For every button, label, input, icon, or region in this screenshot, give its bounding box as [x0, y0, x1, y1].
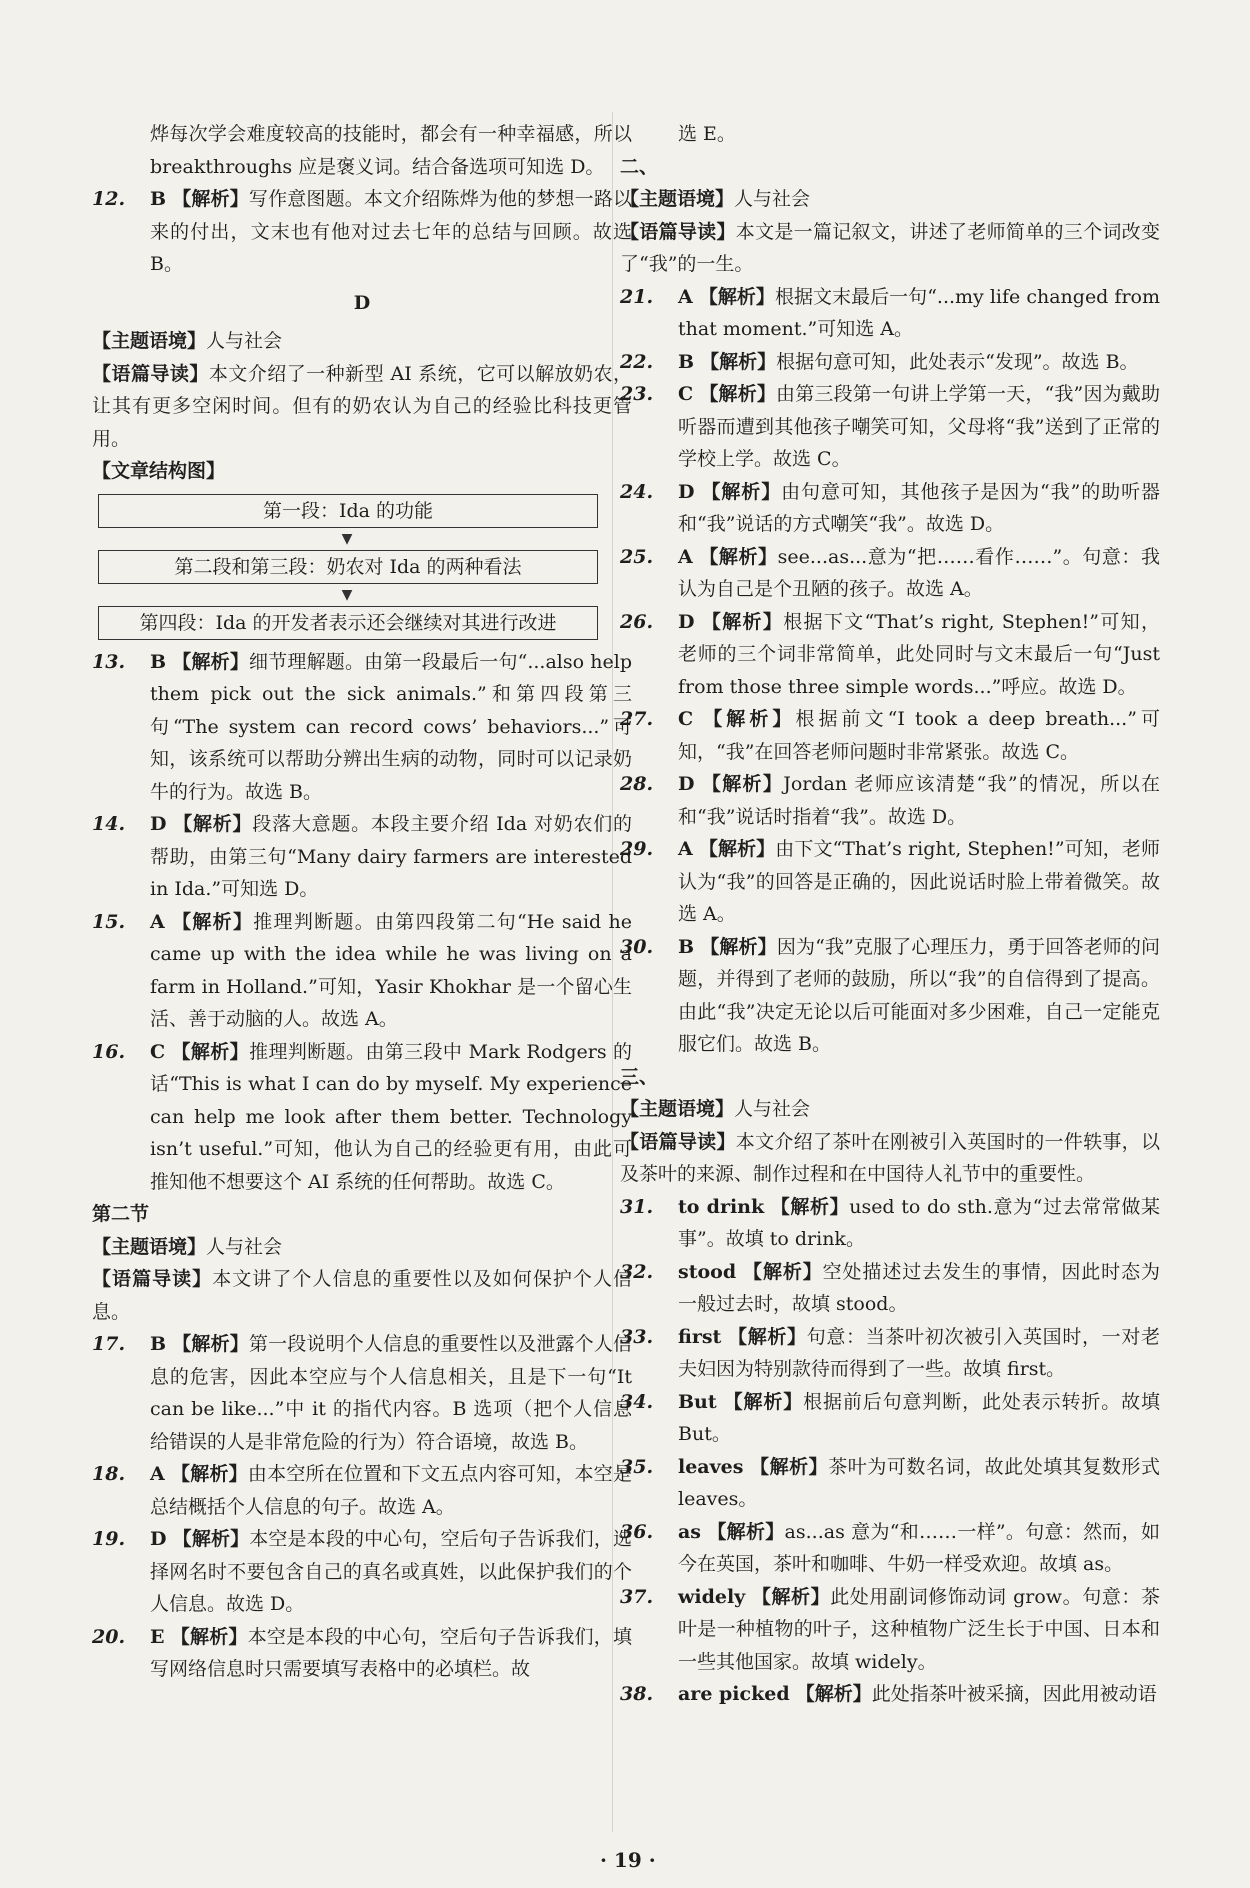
section-heading-2: 二、 [620, 155, 659, 178]
answer-18 [92, 1458, 632, 1523]
analysis-text: 根据句意可知，此处表示“发现”。故选 B。 [776, 350, 1139, 373]
answer-letter: E [150, 1625, 165, 1648]
answer-letter: B [150, 188, 167, 210]
question-number: 15. [92, 910, 126, 933]
analysis-tag: 【解析】 [170, 1625, 248, 1648]
answer-letter: D [150, 813, 167, 835]
analysis-tag: 【解析】 [699, 545, 778, 568]
answer-letter: A [678, 838, 693, 860]
answer-21 [620, 281, 1160, 346]
analysis-text: 段落大意题。本段主要介绍 Ida 对奶农们的帮助，由第三句“Many dairy farmers are interested in Ida.”可知选 D。 [150, 813, 632, 900]
answer-letter: C [678, 383, 694, 405]
question-number: 12. [92, 188, 126, 210]
analysis-tag: 【解析】 [701, 773, 784, 795]
answer-word: leaves [678, 1455, 744, 1478]
question-number: 13. [92, 650, 126, 673]
analysis-text: 写作意图题。本文介绍陈烨为他的梦想一路以来的付出，文末也有他对过去七年的总结与回顾。故选 B。 [150, 188, 632, 275]
theme-label: 【主题语境】 [92, 330, 207, 352]
answer-32 [620, 1256, 1160, 1321]
arrow-down-icon: ▼ [341, 530, 353, 547]
theme-line: 【主题语境】人与社会 [620, 1098, 811, 1120]
answer-letter: D [678, 773, 695, 795]
analysis-tag: 【解析】 [172, 1333, 249, 1355]
answer-word: widely [678, 1585, 746, 1608]
question-number: 18. [92, 1463, 126, 1485]
question-number: 25. [620, 545, 654, 568]
structure-box-1: 第一段：Ida 的功能 [98, 494, 598, 528]
analysis-text: Jordan 老师应该清楚“我”的情况，所以在和“我”说话时指着“我”。故选 D。 [678, 773, 1160, 828]
theme-line: 【主题语境】人与社会 [92, 1235, 283, 1258]
guide-line: 【语篇导读】本文是一篇记叙文，讲述了老师简单的三个词改变了“我”的一生。 [620, 220, 1160, 275]
question-number: 29. [620, 838, 654, 860]
question-number: 33. [620, 1325, 654, 1348]
guide-line: 【语篇导读】本文介绍了一种新型 AI 系统，它可以解放奶农，让其有更多空闲时间。但有的奶农认为自己的经验比科技更管用。 [92, 362, 632, 450]
answer-28 [620, 768, 1160, 833]
answer-letter: B [150, 650, 167, 673]
answer-letter: A [678, 285, 693, 308]
answer-27 [620, 703, 1160, 768]
answer-16 [92, 1036, 632, 1199]
analysis-tag: 【解析】 [171, 1040, 250, 1063]
question-number: 24. [620, 480, 654, 503]
question-number: 26. [620, 610, 654, 633]
question-number: 36. [620, 1520, 654, 1543]
analysis-text: 推理判断题。由第三段中 Mark Rodgers 的话“This is what I can do by myself. My experience can help me look after them better. Technology isn’t useful.”可知，他认为自己的经验更有用，由此可推知他不想要这个 AI 系统的任何帮助。故选 C。 [150, 1040, 632, 1193]
answer-23 [620, 378, 1160, 476]
analysis-tag: 【解析】 [728, 1325, 807, 1348]
analysis-tag: 【解析】 [699, 383, 777, 405]
analysis-tag: 【解析】 [751, 1585, 831, 1608]
question-number: 17. [92, 1333, 126, 1355]
answer-letter: C [150, 1040, 166, 1063]
question-number: 19. [92, 1528, 126, 1550]
analysis-tag: 【解析】 [171, 1463, 248, 1485]
answer-24 [620, 476, 1160, 541]
question-number: 35. [620, 1455, 654, 1478]
question-number: 37. [620, 1585, 654, 1608]
analysis-text: 细节理解题。由第一段最后一句“...also help them pick out the sick animals.”和第四段第三句“The system can record cows’ behaviors...”可知，该系统可以帮助分辨出生病的动物，同时可以记录奶牛的行为。故选 B。 [150, 650, 632, 803]
analysis-tag: 【解析】 [703, 708, 796, 730]
answer-letter: C [678, 708, 694, 730]
analysis-text: 由下文“That’s right, Stephen!”可知，老师认为“我”的回答是正确的，因此说话时脸上带着微笑。故选 A。 [678, 838, 1160, 925]
answer-38 [620, 1678, 1160, 1711]
answer-letter: A [678, 545, 693, 568]
analysis-text: 第一段说明个人信息的重要性以及泄露个人信息的危害，因此本空应与个人信息相关，且是下一句“It can be like...”中 it 的指代内容。B 选项（把个人信息给错误的人是非常危险的行为）符合语境，故选 B。 [150, 1333, 632, 1453]
analysis-text: 根据前后句意判断，此处表示转折。故填 But。 [678, 1390, 1160, 1445]
analysis-tag: 【解析】 [172, 188, 249, 210]
page-number: · 19 · [600, 1848, 656, 1872]
answer-letter: D [678, 480, 695, 503]
answer-letter: D [150, 1528, 167, 1550]
answer-word: But [678, 1390, 717, 1413]
answer-29 [620, 833, 1160, 931]
analysis-text: 因为“我”克服了心理压力，勇于回答老师的问题，并得到了老师的鼓励，所以“我”的自信得到了提高。由此“我”决定无论以后可能面对多少困难，自己一定能克服它们。故选 B。 [678, 935, 1160, 1055]
analysis-tag: 【解析】 [700, 350, 777, 373]
analysis-text: 由句意可知，其他孩子是因为“我”的助听器和“我”说话的方式嘲笑“我”。故选 D。 [678, 480, 1160, 535]
analysis-tag: 【解析】 [698, 838, 776, 860]
analysis-tag: 【解析】 [701, 480, 782, 503]
answer-35 [620, 1451, 1160, 1516]
continued-text: 选 E。 [678, 123, 736, 145]
analysis-tag: 【解析】 [750, 1455, 829, 1478]
analysis-tag: 【解析】 [707, 1520, 785, 1543]
guide-label: 【语篇导读】 [620, 220, 736, 243]
analysis-text: 由本空所在位置和下文五点内容可知，本空是总结概括个人信息的句子。故选 A。 [150, 1463, 632, 1518]
answer-31 [620, 1191, 1160, 1256]
section-heading-3: 三、 [620, 1065, 659, 1088]
section-heading-d: D [353, 291, 371, 314]
analysis-text: 根据文末最后一句“...my life changed from that moment.”可知选 A。 [678, 285, 1160, 340]
structure-label: 【文章结构图】 [92, 460, 226, 482]
answer-33 [620, 1321, 1160, 1386]
answer-25 [620, 541, 1160, 606]
answer-17 [92, 1328, 632, 1458]
analysis-text: 茶叶为可数名词，故此处填其复数形式 leaves。 [678, 1455, 1160, 1510]
answer-20 [92, 1621, 632, 1686]
question-number: 38. [620, 1683, 654, 1705]
analysis-text: as...as 意为“和……一样”。句意：然而，如今在英国，茶叶和咖啡、牛奶一样受欢迎。故填 as。 [678, 1520, 1160, 1575]
theme-label: 【主题语境】 [92, 1235, 207, 1258]
question-number: 31. [620, 1195, 654, 1218]
structure-box-3: 第四段：Ida 的开发者表示还会继续对其进行改进 [98, 606, 598, 640]
analysis-tag: 【解析】 [173, 813, 253, 835]
analysis-text: 由第三段第一句讲上学第一天，“我”因为戴助听器而遭到其他孩子嘲笑可知，父母将“我”送到了正常的学校上学。故选 C。 [678, 383, 1160, 470]
structure-box-2: 第二段和第三段：奶农对 Ida 的两种看法 [98, 550, 598, 584]
answer-22 [620, 346, 1160, 379]
answer-word: to drink [678, 1195, 765, 1218]
answer-26 [620, 606, 1160, 704]
answer-letter: A [150, 910, 165, 933]
question-number: 16. [92, 1040, 126, 1063]
guide-label: 【语篇导读】 [92, 362, 209, 385]
theme-label: 【主题语境】 [620, 188, 735, 210]
analysis-text: 此处用副词修饰动词 grow。句意：茶叶是一种植物的叶子，这种植物广泛生长于中国、日本和一些其他国家。故填 widely。 [678, 1585, 1160, 1673]
answer-12 [92, 183, 632, 281]
analysis-tag: 【解析】 [770, 1195, 850, 1218]
analysis-text: 空处描述过去发生的事情，因此时态为一般过去时，故填 stood。 [678, 1260, 1160, 1315]
answer-letter: B [150, 1333, 167, 1355]
answer-30 [620, 931, 1160, 1061]
analysis-tag: 【解析】 [723, 1390, 804, 1413]
answer-word: as [678, 1520, 702, 1543]
analysis-tag: 【解析】 [698, 285, 775, 308]
structure-diagram [92, 494, 632, 640]
question-number: 32. [620, 1260, 654, 1283]
analysis-text: 此处指茶叶被采摘，因此用被动语 [871, 1683, 1157, 1705]
answer-37 [620, 1581, 1160, 1679]
analysis-tag: 【解析】 [172, 650, 250, 673]
analysis-text: see...as...意为“把……看作……”。句意：我认为自己是个丑陋的孩子。故选 A。 [678, 545, 1160, 600]
question-number: 21. [620, 285, 654, 308]
analysis-tag: 【解析】 [743, 1260, 823, 1283]
right-column [620, 118, 1160, 1711]
guide-line: 【语篇导读】本文讲了个人信息的重要性以及如何保护个人信息。 [92, 1268, 632, 1323]
theme-line: 【主题语境】人与社会 [620, 188, 811, 210]
analysis-tag: 【解析】 [701, 610, 784, 633]
answer-letter: B [678, 350, 695, 373]
analysis-tag: 【解析】 [795, 1683, 872, 1705]
left-column [92, 118, 632, 1686]
question-number: 14. [92, 813, 126, 835]
answer-36 [620, 1516, 1160, 1581]
analysis-tag: 【解析】 [172, 1528, 250, 1550]
answer-13 [92, 646, 632, 809]
continued-text: 烨每次学会难度较高的技能时，都会有一种幸福感，所以 breakthroughs 应是褒义词。结合备选项可知选 D。 [150, 123, 632, 178]
question-number: 23. [620, 383, 654, 405]
question-number: 34. [620, 1390, 654, 1413]
answer-letter: B [678, 935, 695, 958]
guide-label: 【语篇导读】 [620, 1130, 736, 1153]
answer-word: first [678, 1325, 722, 1348]
analysis-tag: 【解析】 [700, 935, 777, 958]
answer-word: stood [678, 1260, 737, 1283]
answer-word: are picked [678, 1683, 790, 1705]
theme-line: 【主题语境】人与社会 [92, 330, 283, 352]
answer-34 [620, 1386, 1160, 1451]
analysis-text: 推理判断题。由第四段第二句“He said he came up with the idea while he was living on a farm in Holland.”可知，Yasir Khokhar 是一个留心生活、善于动脑的人。故选 A。 [150, 910, 633, 1030]
analysis-text: used to do sth.意为“过去常常做某事”。故填 to drink。 [678, 1195, 1160, 1250]
answer-14 [92, 808, 632, 906]
analysis-text: 本空是本段的中心句，空后句子告诉我们，选择网名时不要包含自己的真名或真姓，以此保护我们的个人信息。故选 D。 [150, 1528, 632, 1615]
analysis-text: 本空是本段的中心句，空后句子告诉我们，填写网络信息时只需要填写表格中的必填栏。故 [150, 1625, 632, 1680]
question-number: 30. [620, 935, 654, 958]
answer-19 [92, 1523, 632, 1621]
answer-letter: D [678, 610, 695, 633]
answer-15 [92, 906, 632, 1036]
guide-label: 【语篇导读】 [92, 1268, 213, 1290]
answer-letter: A [150, 1463, 165, 1485]
theme-label: 【主题语境】 [620, 1098, 735, 1120]
question-number: 22. [620, 350, 654, 373]
section-heading-2: 第二节 [92, 1203, 150, 1225]
guide-line: 【语篇导读】本文介绍了茶叶在刚被引入英国时的一件轶事，以及茶叶的来源、制作过程和在中国待人礼节中的重要性。 [620, 1130, 1160, 1185]
question-number: 20. [92, 1625, 126, 1648]
analysis-text: 句意：当茶叶初次被引入英国时，一对老夫妇因为特别款待而得到了一些。故填 first。 [678, 1325, 1160, 1380]
question-number: 27. [620, 708, 654, 730]
analysis-text: 根据前文“I took a deep breath...”可知，“我”在回答老师问题时非常紧张。故选 C。 [678, 708, 1160, 763]
analysis-text: 根据下文“That’s right, Stephen!”可知，老师的三个词非常简单，此处同时与文末最后一句“Just from those three simple words...”呼应。故选 D。 [678, 610, 1160, 698]
analysis-tag: 【解析】 [172, 910, 254, 933]
arrow-down-icon: ▼ [341, 586, 353, 603]
question-number: 28. [620, 773, 654, 795]
